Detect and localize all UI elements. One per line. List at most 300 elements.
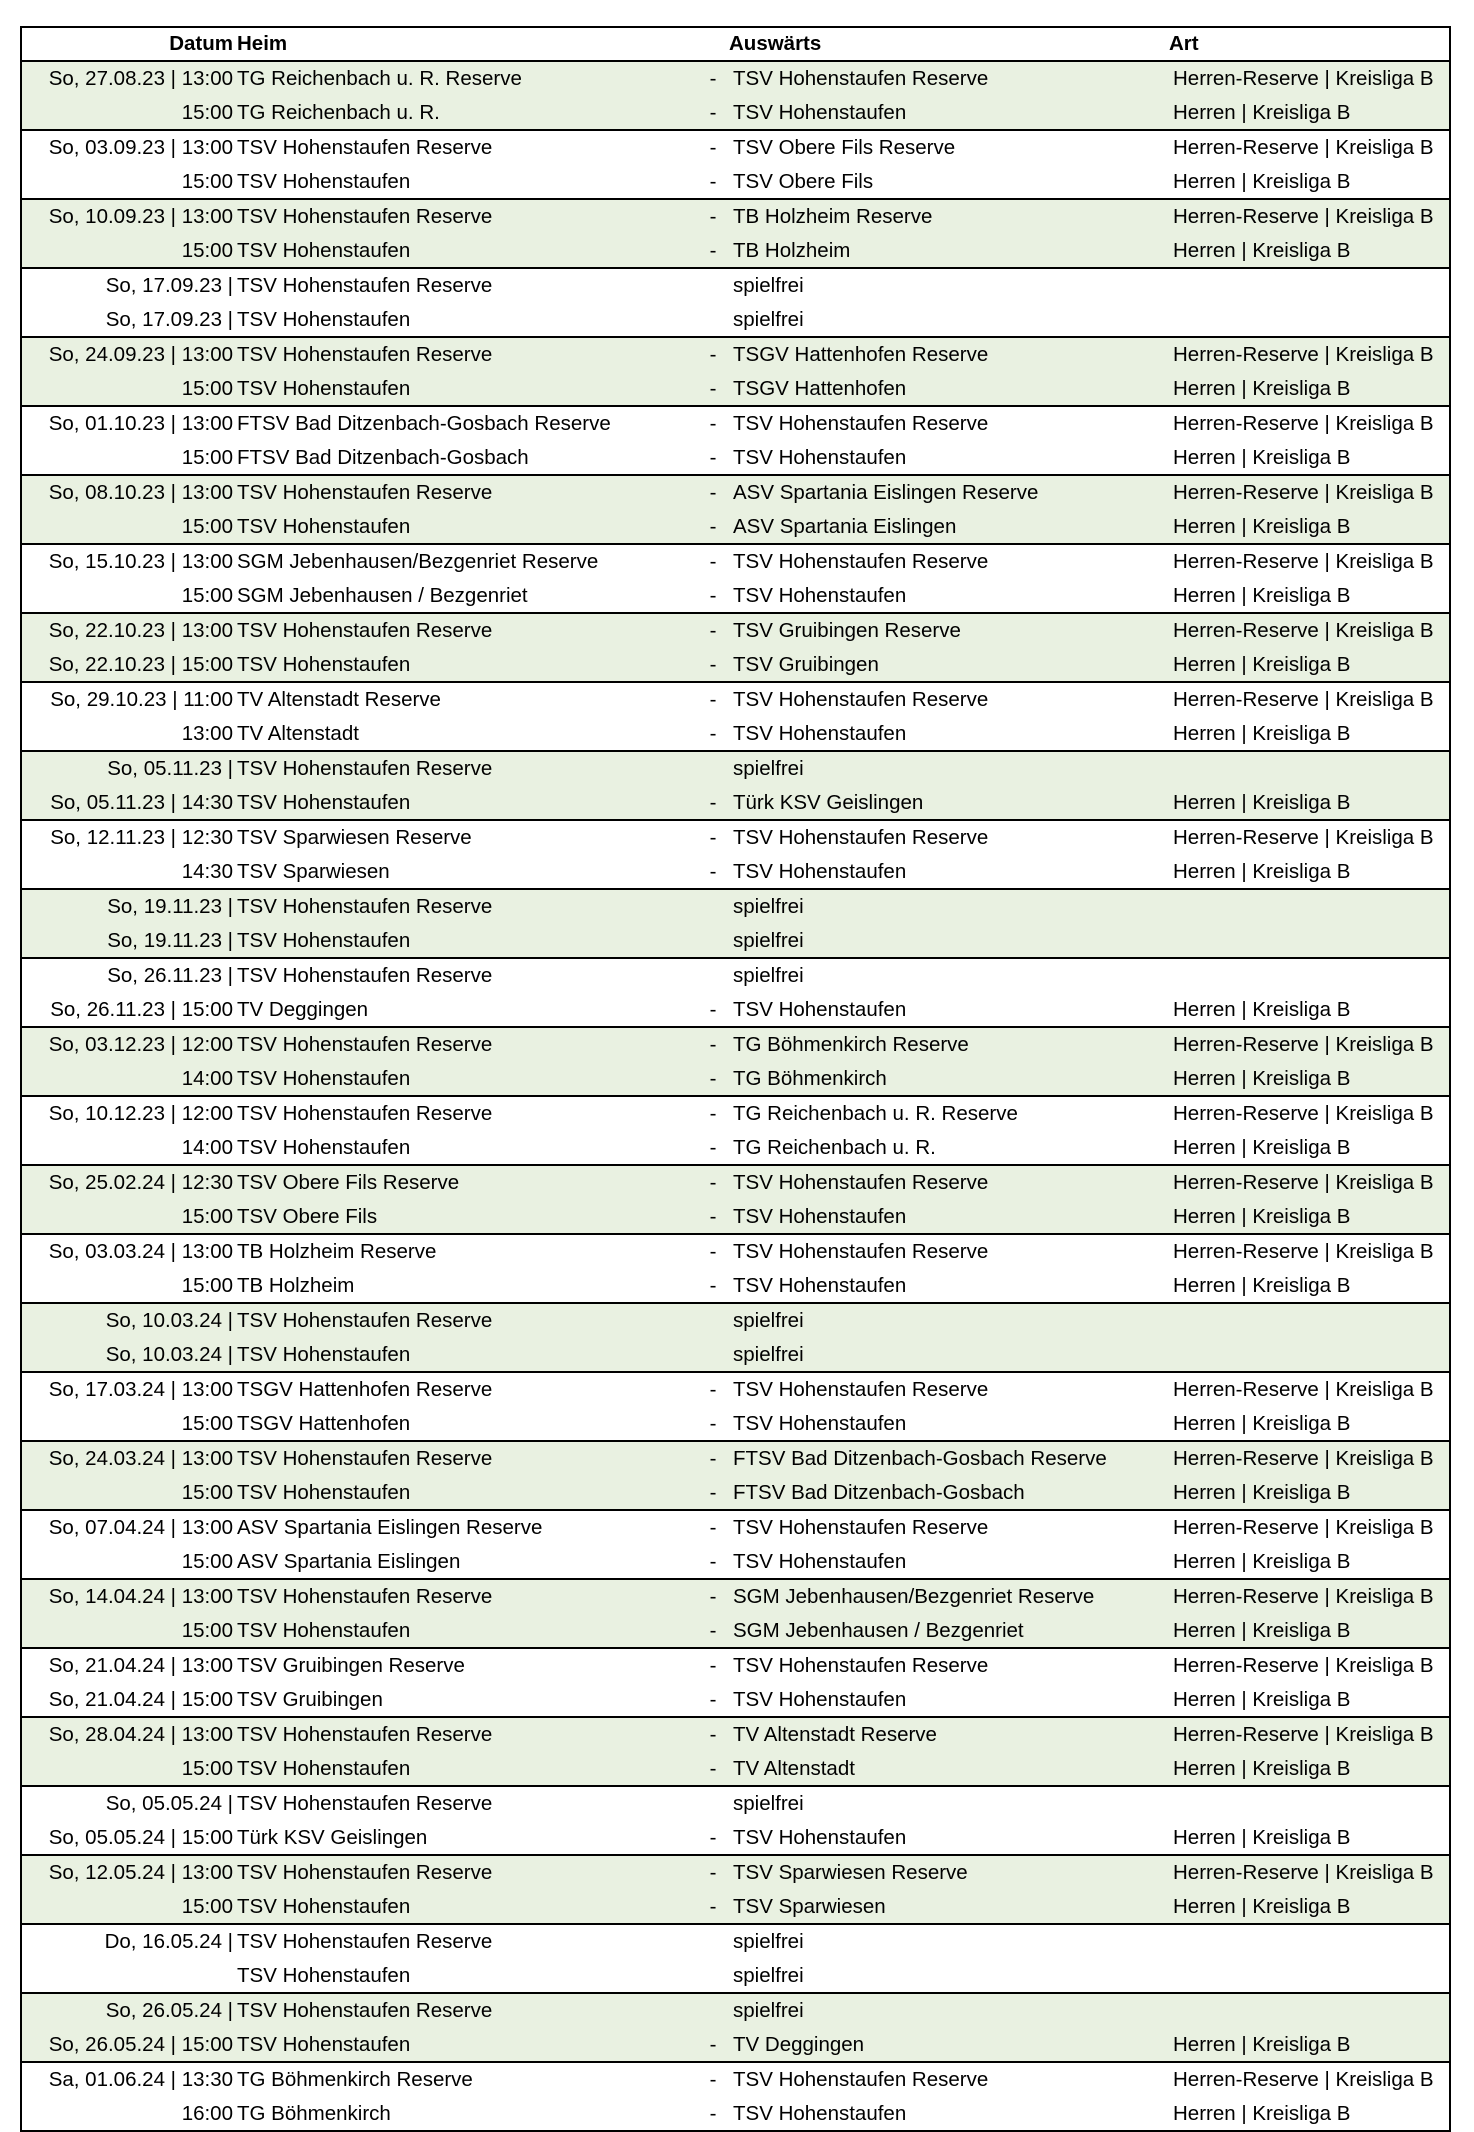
away-team: spielfrei — [729, 268, 1169, 303]
separator: - — [697, 1855, 729, 1890]
fixture-row — [21, 61, 1450, 96]
separator: - — [697, 1372, 729, 1407]
separator: - — [709, 1411, 717, 1435]
match-type: Herren | Kreisliga B — [1169, 786, 1450, 821]
match-type — [1169, 1786, 1450, 1821]
match-type: Herren | Kreisliga B — [1169, 1614, 1450, 1649]
fixture-row — [21, 1338, 1450, 1373]
home-team: TSV Hohenstaufen Reserve — [237, 1096, 697, 1131]
match-type: Herren | Kreisliga B — [1169, 372, 1450, 407]
match-type: Herren-Reserve | Kreisliga B — [1169, 199, 1450, 234]
header-away: Auswärts — [729, 27, 1169, 61]
away-team: TSV Hohenstaufen — [733, 445, 907, 469]
away-team: TSGV Hattenhofen — [729, 372, 1169, 407]
separator — [697, 1959, 729, 1994]
match-type: Herren-Reserve | Kreisliga B — [1169, 1027, 1450, 1062]
match-type: Herren-Reserve | Kreisliga B — [1169, 406, 1450, 441]
away-team: TV Deggingen — [729, 2028, 1169, 2063]
fixture-row — [21, 1269, 1450, 1304]
away-team: TV Altenstadt Reserve — [729, 1717, 1169, 1752]
away-team: TSV Hohenstaufen Reserve — [729, 544, 1169, 579]
separator: - — [709, 1549, 717, 1573]
away-team: spielfrei — [729, 1993, 1169, 2028]
separator: - — [709, 1687, 717, 1711]
home-team: FTSV Bad Ditzenbach-Gosbach Reserve — [237, 406, 697, 441]
home-team: TSV Hohenstaufen — [237, 1963, 411, 1987]
separator: - — [697, 1096, 729, 1131]
home-team: TSV Hohenstaufen Reserve — [237, 1303, 697, 1338]
separator: - — [697, 613, 729, 648]
home-team: TSV Hohenstaufen Reserve — [237, 1027, 697, 1062]
fixture-row — [21, 544, 1450, 579]
match-date: 15:00 — [21, 510, 237, 545]
match-type: Herren | Kreisliga B — [1169, 234, 1450, 269]
home-team: TSV Hohenstaufen Reserve — [237, 268, 697, 303]
match-type — [1169, 924, 1450, 959]
away-team: TSV Hohenstaufen Reserve — [729, 1234, 1169, 1269]
match-type: Herren-Reserve | Kreisliga B — [1169, 1648, 1450, 1683]
fixture-row — [21, 855, 1450, 890]
match-date: So, 08.10.23 | 13:00 — [21, 475, 237, 510]
home-team: TB Holzheim Reserve — [237, 1234, 697, 1269]
match-date: So, 14.04.24 | 13:00 — [21, 1579, 237, 1614]
match-type: Herren-Reserve | Kreisliga B — [1169, 682, 1450, 717]
separator: - — [697, 1510, 729, 1545]
away-team: TSV Sparwiesen — [729, 1890, 1169, 1925]
home-team: TG Reichenbach u. R. Reserve — [237, 61, 697, 96]
separator: - — [697, 234, 729, 269]
home-team: TSV Hohenstaufen — [237, 372, 697, 407]
fixture-row — [21, 268, 1450, 303]
match-date: So, 17.09.23 | — [105, 307, 233, 331]
away-team: TSV Hohenstaufen — [733, 583, 907, 607]
fixture-row — [21, 2062, 1450, 2097]
fixture-row — [21, 820, 1450, 855]
match-type: Herren-Reserve | Kreisliga B — [1169, 1855, 1450, 1890]
match-date: So, 05.11.23 | — [21, 751, 237, 786]
match-date: So, 05.05.24 | 15:00 — [48, 1825, 233, 1849]
away-team: spielfrei — [733, 307, 804, 331]
match-type: Herren | Kreisliga B — [1173, 1825, 1351, 1849]
header-sep — [697, 27, 729, 61]
away-team: TSV Hohenstaufen Reserve — [729, 2062, 1169, 2097]
fixture-row — [21, 682, 1450, 717]
home-team: TSV Hohenstaufen Reserve — [237, 613, 697, 648]
home-team: TSV Hohenstaufen Reserve — [237, 130, 697, 165]
fixture-row — [21, 1545, 1450, 1580]
match-date: So, 03.09.23 | 13:00 — [21, 130, 237, 165]
away-team: TSV Hohenstaufen — [729, 96, 1169, 131]
away-team: TSV Obere Fils — [733, 169, 874, 193]
away-team: ASV Spartania Eislingen Reserve — [729, 475, 1169, 510]
fixture-row — [21, 1924, 1450, 1959]
fixture-row — [21, 475, 1450, 510]
match-date: 15:00 — [181, 1411, 233, 1435]
match-type: Herren-Reserve | Kreisliga B — [1169, 613, 1450, 648]
match-type: Herren | Kreisliga B — [1173, 2101, 1351, 2125]
fixture-row — [21, 717, 1450, 752]
match-type: Herren-Reserve | Kreisliga B — [1169, 1579, 1450, 1614]
home-team: TSV Hohenstaufen — [237, 1890, 697, 1925]
fixture-row — [21, 1959, 1450, 1994]
home-team: TSV Gruibingen — [237, 1687, 383, 1711]
match-date: 16:00 — [181, 2101, 233, 2125]
fixture-row — [21, 1821, 1450, 1856]
away-team: TSV Hohenstaufen — [733, 1825, 907, 1849]
home-team: SGM Jebenhausen / Bezgenriet — [237, 583, 528, 607]
home-team: TSV Hohenstaufen — [237, 924, 697, 959]
away-team: TSV Hohenstaufen — [733, 1273, 907, 1297]
home-team: TSV Hohenstaufen Reserve — [237, 1855, 697, 1890]
home-team: TSV Hohenstaufen — [237, 648, 697, 683]
home-team: TG Böhmenkirch — [237, 2101, 391, 2125]
fixture-row — [21, 786, 1450, 821]
separator: - — [697, 1890, 729, 1925]
match-date: So, 03.12.23 | 12:00 — [21, 1027, 237, 1062]
match-date: 13:00 — [181, 721, 233, 745]
match-date: So, 07.04.24 | 13:00 — [21, 1510, 237, 1545]
fixture-row — [21, 406, 1450, 441]
match-type: Herren-Reserve | Kreisliga B — [1169, 61, 1450, 96]
match-type: Herren | Kreisliga B — [1173, 1687, 1351, 1711]
match-date: So, 29.10.23 | 11:00 — [21, 682, 237, 717]
fixture-row — [21, 1200, 1450, 1235]
separator: - — [697, 1027, 729, 1062]
fixture-row — [21, 1717, 1450, 1752]
match-date: So, 03.03.24 | 13:00 — [21, 1234, 237, 1269]
match-type — [1169, 1338, 1450, 1373]
separator — [697, 303, 729, 338]
separator: - — [697, 786, 729, 821]
home-team: TSV Hohenstaufen — [237, 234, 697, 269]
separator — [697, 268, 729, 303]
header-type: Art — [1169, 27, 1450, 61]
home-team: Türk KSV Geislingen — [237, 1825, 428, 1849]
away-team: TSV Sparwiesen Reserve — [729, 1855, 1169, 1890]
away-team: FTSV Bad Ditzenbach-Gosbach Reserve — [729, 1441, 1169, 1476]
separator: - — [697, 199, 729, 234]
match-date: So, 24.03.24 | 13:00 — [21, 1441, 237, 1476]
fixture-row — [21, 1441, 1450, 1476]
match-type: Herren | Kreisliga B — [1169, 1476, 1450, 1511]
separator — [697, 889, 729, 924]
match-type: Herren | Kreisliga B — [1173, 721, 1351, 745]
home-team: TSV Hohenstaufen — [237, 1476, 697, 1511]
away-team: TSV Hohenstaufen Reserve — [729, 1372, 1169, 1407]
match-date: 15:00 — [21, 1752, 237, 1787]
match-date: So, 22.10.23 | 13:00 — [21, 613, 237, 648]
fixture-row — [21, 1131, 1450, 1166]
fixture-row — [21, 1579, 1450, 1614]
match-date: 15:00 — [21, 1890, 237, 1925]
fixture-row — [21, 751, 1450, 786]
separator: - — [697, 1165, 729, 1200]
fixture-row — [21, 1234, 1450, 1269]
home-team: TV Altenstadt Reserve — [237, 682, 697, 717]
away-team: spielfrei — [729, 1924, 1169, 1959]
match-type: Herren-Reserve | Kreisliga B — [1169, 1510, 1450, 1545]
match-type: Herren-Reserve | Kreisliga B — [1169, 337, 1450, 372]
home-team: FTSV Bad Ditzenbach-Gosbach — [237, 445, 529, 469]
fixture-row — [21, 1752, 1450, 1787]
fixture-row — [21, 96, 1450, 131]
match-date: So, 21.04.24 | 13:00 — [21, 1648, 237, 1683]
away-team: TSV Hohenstaufen — [733, 721, 907, 745]
away-team: TSV Hohenstaufen — [733, 2101, 907, 2125]
home-team: TSV Hohenstaufen Reserve — [237, 958, 697, 993]
away-team: spielfrei — [729, 1303, 1169, 1338]
home-team: TSV Hohenstaufen — [237, 1062, 697, 1097]
away-team: TSV Hohenstaufen Reserve — [729, 1165, 1169, 1200]
match-type: Herren-Reserve | Kreisliga B — [1169, 544, 1450, 579]
away-team: ASV Spartania Eislingen — [729, 510, 1169, 545]
fixture-row — [21, 1165, 1450, 1200]
match-date: So, 12.05.24 | 13:00 — [21, 1855, 237, 1890]
separator: - — [697, 648, 729, 683]
fixture-row — [21, 613, 1450, 648]
separator: - — [697, 820, 729, 855]
away-team: TSV Hohenstaufen — [733, 1687, 907, 1711]
fixture-row — [21, 1614, 1450, 1649]
home-team: TSV Sparwiesen Reserve — [237, 820, 697, 855]
match-date: So, 21.04.24 | 15:00 — [48, 1687, 233, 1711]
separator: - — [697, 1476, 729, 1511]
home-team: TSV Obere Fils — [237, 1200, 697, 1235]
match-type: Herren | Kreisliga B — [1173, 1549, 1351, 1573]
away-team: TSV Hohenstaufen — [733, 859, 907, 883]
home-team: TSV Hohenstaufen Reserve — [237, 1579, 697, 1614]
fixture-row — [21, 1062, 1450, 1097]
match-type: Herren | Kreisliga B — [1173, 1411, 1351, 1435]
away-team: Türk KSV Geislingen — [729, 786, 1169, 821]
separator: - — [709, 169, 717, 193]
separator: - — [697, 1062, 729, 1097]
away-team: TSV Hohenstaufen — [733, 1411, 907, 1435]
match-type: Herren-Reserve | Kreisliga B — [1169, 1717, 1450, 1752]
fixture-row — [21, 924, 1450, 959]
away-team: TG Böhmenkirch — [729, 1062, 1169, 1097]
match-type: Herren | Kreisliga B — [1173, 997, 1351, 1021]
match-date: So, 25.02.24 | 12:30 — [21, 1165, 237, 1200]
match-type — [1169, 303, 1450, 338]
home-team: TSV Hohenstaufen Reserve — [237, 889, 697, 924]
separator: - — [709, 1273, 717, 1297]
fixture-row — [21, 648, 1450, 683]
match-type: Herren-Reserve | Kreisliga B — [1169, 1441, 1450, 1476]
header-row — [21, 27, 1450, 61]
match-date: So, 17.03.24 | 13:00 — [21, 1372, 237, 1407]
home-team: TSV Hohenstaufen Reserve — [237, 475, 697, 510]
fixture-row — [21, 165, 1450, 200]
home-team: TB Holzheim — [237, 1273, 355, 1297]
match-type: Herren | Kreisliga B — [1169, 1062, 1450, 1097]
match-date: 15:00 — [21, 96, 237, 131]
match-type: Herren | Kreisliga B — [1169, 510, 1450, 545]
fixture-row — [21, 1372, 1450, 1407]
match-type: Herren | Kreisliga B — [1169, 1890, 1450, 1925]
match-date: So, 28.04.24 | 13:00 — [21, 1717, 237, 1752]
home-team: TSV Hohenstaufen Reserve — [237, 1441, 697, 1476]
separator: - — [709, 721, 717, 745]
home-team: TSV Hohenstaufen — [237, 169, 411, 193]
separator — [697, 958, 729, 993]
away-team: spielfrei — [729, 958, 1169, 993]
separator: - — [697, 544, 729, 579]
away-team: TB Holzheim Reserve — [729, 199, 1169, 234]
fixture-row — [21, 1096, 1450, 1131]
separator — [697, 1993, 729, 2028]
match-type — [1169, 751, 1450, 786]
match-date: 15:00 — [181, 1549, 233, 1573]
separator: - — [697, 130, 729, 165]
fixture-row — [21, 993, 1450, 1028]
fixture-row — [21, 1890, 1450, 1925]
away-team: TSV Hohenstaufen Reserve — [729, 406, 1169, 441]
match-type: Herren-Reserve | Kreisliga B — [1169, 2062, 1450, 2097]
away-team: spielfrei — [729, 889, 1169, 924]
separator: - — [697, 1614, 729, 1649]
separator: - — [709, 2101, 717, 2125]
separator — [697, 751, 729, 786]
match-type: Herren-Reserve | Kreisliga B — [1169, 1165, 1450, 1200]
match-type: Herren | Kreisliga B — [1169, 1200, 1450, 1235]
match-date: So, 26.11.23 | — [21, 958, 237, 993]
fixture-row — [21, 1683, 1450, 1718]
separator: - — [697, 510, 729, 545]
away-team: TSV Hohenstaufen Reserve — [729, 1648, 1169, 1683]
match-type: Herren | Kreisliga B — [1169, 648, 1450, 683]
match-date: So, 10.03.24 | — [21, 1338, 237, 1373]
away-team: TG Böhmenkirch Reserve — [729, 1027, 1169, 1062]
match-date: 15:00 — [21, 234, 237, 269]
match-date: So, 19.11.23 | — [21, 889, 237, 924]
away-team: TSGV Hattenhofen Reserve — [729, 337, 1169, 372]
match-date: 15:00 — [181, 583, 233, 607]
away-team: TG Reichenbach u. R. — [733, 1135, 936, 1159]
match-type — [1169, 958, 1450, 993]
match-date: So, 24.09.23 | 13:00 — [21, 337, 237, 372]
header-home: Heim — [237, 27, 697, 61]
home-team: TV Altenstadt — [237, 721, 359, 745]
away-team: TV Altenstadt — [729, 1752, 1169, 1787]
away-team: spielfrei — [729, 1338, 1169, 1373]
separator: - — [697, 1717, 729, 1752]
match-type: Herren | Kreisliga B — [1173, 1135, 1351, 1159]
match-type: Herren-Reserve | Kreisliga B — [1169, 1372, 1450, 1407]
fixture-row — [21, 579, 1450, 614]
away-team: TSV Hohenstaufen Reserve — [729, 61, 1169, 96]
fixture-row — [21, 889, 1450, 924]
match-date: So, 26.05.24 | 15:00 — [21, 2028, 237, 2063]
separator: - — [709, 997, 717, 1021]
separator: - — [709, 1135, 717, 1159]
fixture-row — [21, 1993, 1450, 2028]
separator — [697, 1924, 729, 1959]
fixture-row — [21, 199, 1450, 234]
fixture-table — [20, 26, 1451, 2132]
fixture-row — [21, 130, 1450, 165]
home-team: TSV Hohenstaufen Reserve — [237, 337, 697, 372]
match-date: So, 17.09.23 | — [21, 268, 237, 303]
match-date: So, 15.10.23 | 13:00 — [21, 544, 237, 579]
separator: - — [709, 445, 717, 469]
match-date: Do, 16.05.24 | — [21, 1924, 237, 1959]
fixture-row — [21, 234, 1450, 269]
match-date: So, 19.11.23 | — [21, 924, 237, 959]
match-type: Herren | Kreisliga B — [1173, 1273, 1351, 1297]
away-team: TSV Hohenstaufen — [729, 1200, 1169, 1235]
separator: - — [697, 406, 729, 441]
away-team: TSV Obere Fils Reserve — [729, 130, 1169, 165]
match-date: 14:00 — [21, 1062, 237, 1097]
match-date: 15:00 — [21, 372, 237, 407]
match-date: 15:00 — [21, 1614, 237, 1649]
away-team: SGM Jebenhausen / Bezgenriet — [729, 1614, 1169, 1649]
home-team: TSV Hohenstaufen Reserve — [237, 1993, 697, 2028]
home-team: TSV Hohenstaufen — [237, 1338, 697, 1373]
match-type: Herren-Reserve | Kreisliga B — [1169, 1234, 1450, 1269]
match-date: 15:00 — [21, 1200, 237, 1235]
match-type — [1169, 889, 1450, 924]
separator: - — [697, 1234, 729, 1269]
match-date: So, 22.10.23 | 15:00 — [21, 648, 237, 683]
separator: - — [697, 61, 729, 96]
match-date: So, 01.10.23 | 13:00 — [21, 406, 237, 441]
home-team: TSV Gruibingen Reserve — [237, 1648, 697, 1683]
separator: - — [709, 583, 717, 607]
separator — [697, 1786, 729, 1821]
match-date: 15:00 — [181, 169, 233, 193]
match-date: 15:00 — [21, 1476, 237, 1511]
home-team: TV Deggingen — [237, 997, 369, 1021]
separator: - — [697, 1579, 729, 1614]
fixture-row — [21, 1027, 1450, 1062]
home-team: TSV Hohenstaufen Reserve — [237, 751, 697, 786]
fixture-row — [21, 958, 1450, 993]
separator: - — [697, 682, 729, 717]
match-date: So, 05.05.24 | — [21, 1786, 237, 1821]
match-type — [1169, 268, 1450, 303]
separator: - — [709, 859, 717, 883]
fixture-row — [21, 2097, 1450, 2132]
fixture-row — [21, 1303, 1450, 1338]
separator: - — [697, 1200, 729, 1235]
separator: - — [697, 1441, 729, 1476]
away-team: SGM Jebenhausen/Bezgenriet Reserve — [729, 1579, 1169, 1614]
separator — [697, 924, 729, 959]
match-date: So, 10.09.23 | 13:00 — [21, 199, 237, 234]
home-team: TG Reichenbach u. R. — [237, 96, 697, 131]
match-type: Herren-Reserve | Kreisliga B — [1169, 1096, 1450, 1131]
away-team: TB Holzheim — [729, 234, 1169, 269]
separator: - — [697, 2028, 729, 2063]
match-type: Herren | Kreisliga B — [1173, 859, 1351, 883]
home-team: TG Böhmenkirch Reserve — [237, 2062, 697, 2097]
fixture-row — [21, 441, 1450, 476]
header-date: Datum — [21, 27, 237, 61]
fixture-row — [21, 1786, 1450, 1821]
home-team: TSV Hohenstaufen — [237, 1135, 411, 1159]
home-team: TSV Hohenstaufen Reserve — [237, 1924, 697, 1959]
fixture-body — [21, 61, 1450, 2131]
match-date: 15:00 — [181, 1273, 233, 1297]
away-team: TSV Hohenstaufen Reserve — [729, 820, 1169, 855]
match-date — [21, 1959, 237, 1994]
home-team: ASV Spartania Eislingen Reserve — [237, 1510, 697, 1545]
home-team: ASV Spartania Eislingen — [237, 1549, 461, 1573]
match-type: Herren | Kreisliga B — [1169, 1752, 1450, 1787]
match-date: So, 05.11.23 | 14:30 — [21, 786, 237, 821]
